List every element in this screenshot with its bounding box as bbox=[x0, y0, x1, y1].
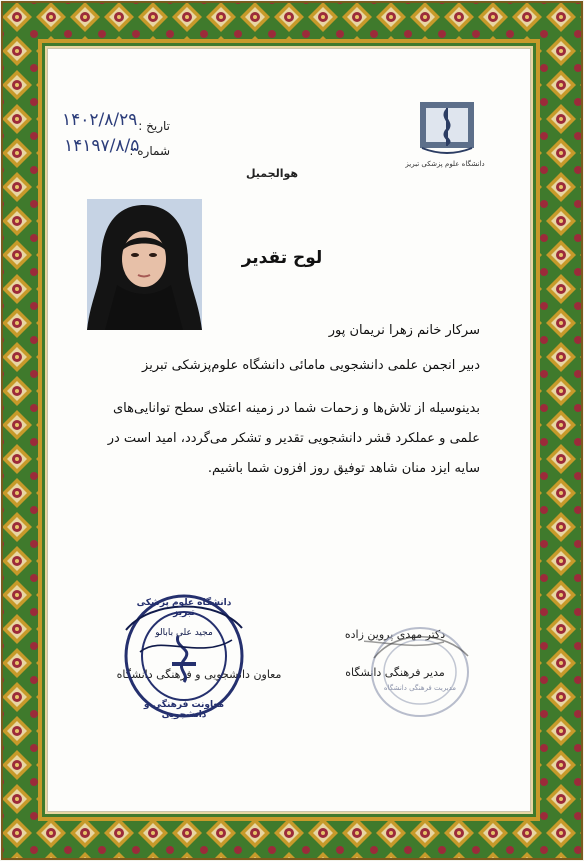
number-label: شماره : bbox=[129, 144, 170, 158]
recipient-position: دبیر انجمن علمی دانشجویی مامائی دانشگاه علوم‌پزشکی تبریز bbox=[142, 358, 480, 373]
date-value: ۱۴۰۲/۸/۲۹ bbox=[62, 110, 138, 130]
left-seal-text: دانشگاه علوم پزشکی تبریز bbox=[136, 598, 232, 618]
right-seal bbox=[364, 622, 476, 722]
body-line-3: سایه ایزد منان شاهد توفیق روز افزون شما باشیم. bbox=[207, 461, 480, 476]
body-line-1: بدینوسیله از تلاش‌ها و زحمات شما در زمینه اعتلای سطح توانایی‌های bbox=[112, 401, 480, 416]
number-value: ۱۴۱۹۷/۸/۵ bbox=[64, 136, 140, 156]
university-logo bbox=[416, 100, 478, 166]
body-line-2: علمی و عملکرد قشر دانشجویی تقدیر و تشکر می‌گردد، امید است در bbox=[107, 431, 480, 446]
right-seal-text: مدیریت فرهنگی دانشگاه bbox=[383, 684, 457, 692]
left-signatory-title: معاون دانشجویی و فرهنگی دانشگاه bbox=[116, 668, 282, 681]
recipient-photo bbox=[87, 199, 202, 330]
left-seal-bottom-text: معاونت فرهنگی و دانشجویی bbox=[143, 700, 225, 720]
certificate-title: لوح تقدیر bbox=[241, 248, 323, 268]
recipient-name: سرکار خانم زهرا نریمان پور bbox=[328, 323, 480, 338]
left-signatory-name: مجید علی بابالو bbox=[155, 628, 213, 638]
invocation-text: هوالجمیل bbox=[245, 167, 299, 180]
date-label: تاریخ : bbox=[138, 119, 170, 133]
right-signatory-title: مدیر فرهنگی دانشگاه bbox=[345, 666, 445, 679]
right-signatory-name: دکتر مهدی پروین زاده bbox=[344, 628, 446, 641]
logo-caption: دانشگاه علوم پزشکی تبریز bbox=[405, 160, 485, 168]
